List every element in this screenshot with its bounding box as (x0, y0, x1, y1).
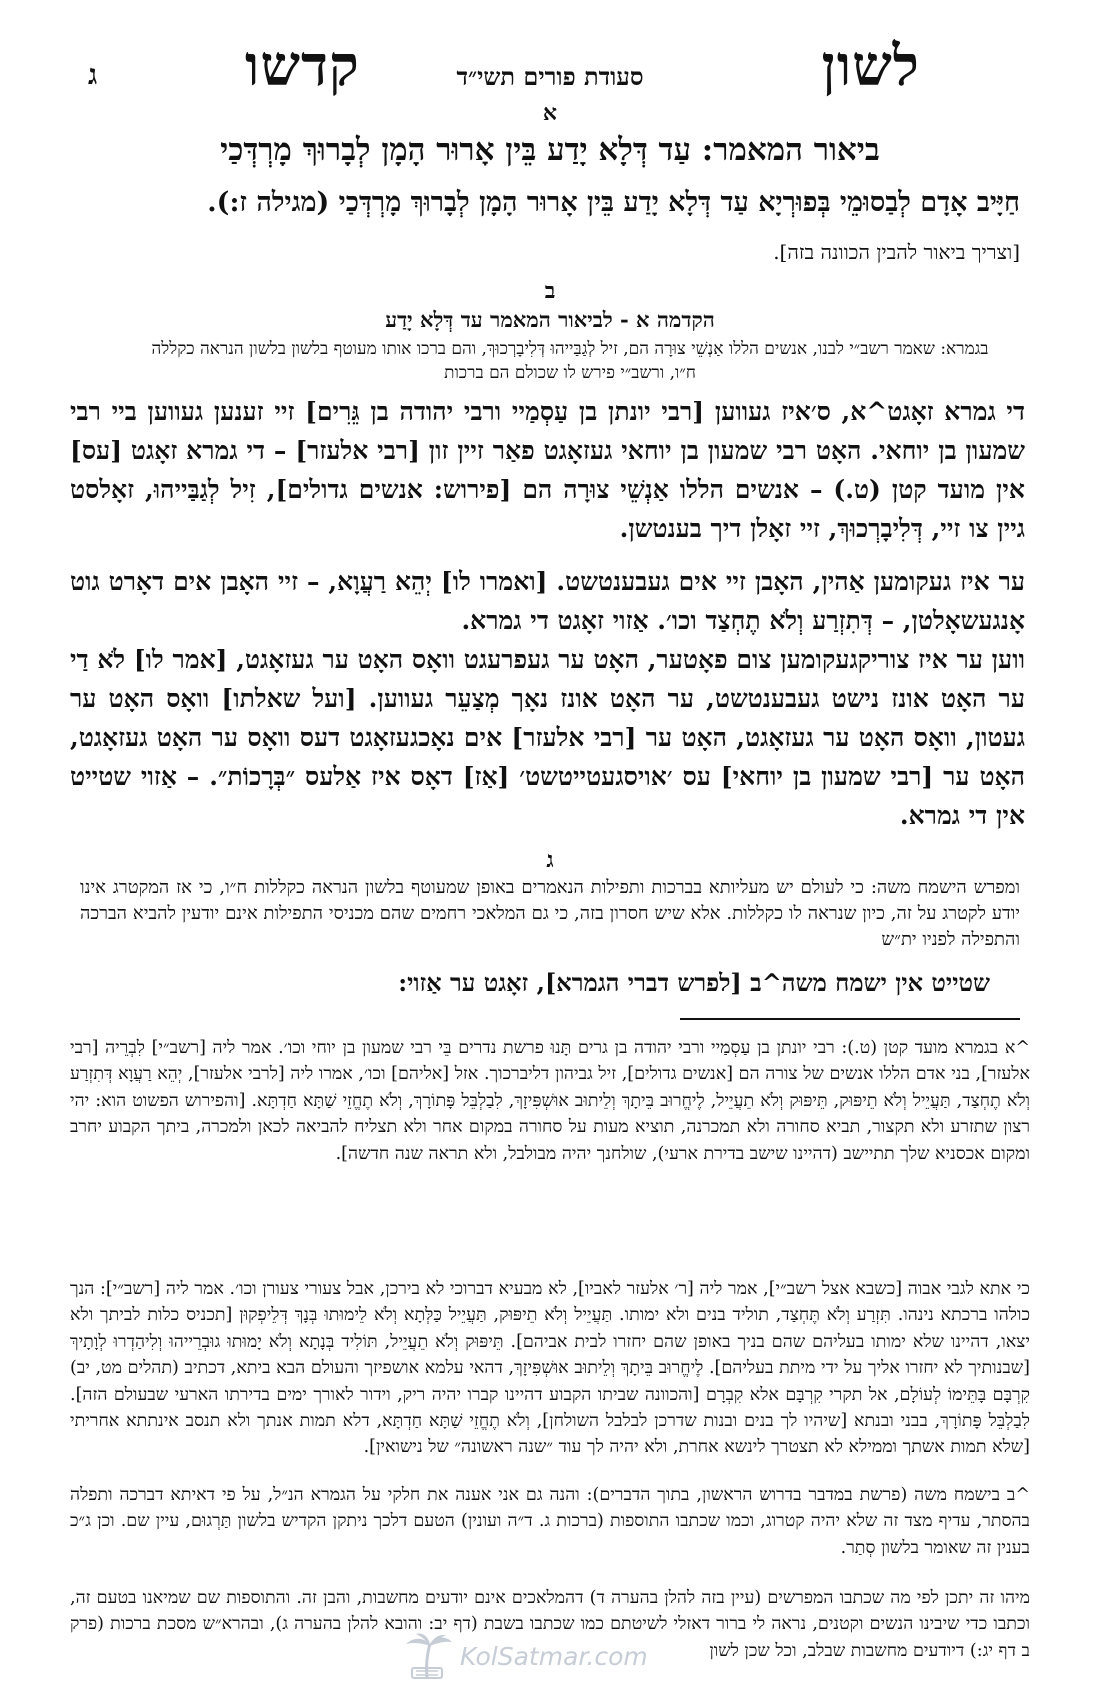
watermark (400, 1632, 720, 1682)
yismach-moshe-summary: ומפרש הישמח משה: כי לעולם יש מעליותא בברכות ותפילות הנאמרים באופן שמעוטף בלשון הנראה כקללות ח״ו, כי אז המקטרג אינו יודע לקטרג על זה, כיון שנראה לו כקללות. אלא שיש חסרון בזה, כי גם המלאכי רחמים שהם מכניסי התפילות אינם יודעין להביא הברכה והתפילה לפניו ית״ש (80, 877, 1020, 950)
intro-quote: חַיָּיב אָדָם לְבַסוּמֵי בְּפוּרְיָא עַד דְּלָא יָדַע בֵּין אָרוּר הָמָן לְבָרוּךְ מָרְדְּכַי (מגילה ז:). (207, 187, 1020, 218)
section-letter-b: ב (544, 278, 556, 304)
introduction-title: הקדמה א - לביאור המאמר עד דְּלָא יָדַע (385, 307, 715, 332)
footnote-a: ^א בגמרא מועד קטן (ט.): רבי יונתן בן עַסְמַיי ורבי יהודה בן גרים תָּנוּ פרשת נדרים בֵּי רבי שמעון בן יוחי וכו׳. אמר ליה [רשב״י] לִבְרֵיה [רבי אלעזר], בני אדם הללו אנשים של צורה הם [אנשים גדולים], זיל גביהון דליברכוך. אזל [אליהם] וכו׳, אמרו ליה [לרבי אלעזר], יְהֵא רַעֲוָא דְּתִזְרַע וְלֹא תֶחְצַד, תַּעֲיֵיל וְלֹא תֵיפּוּק, תֵּיפּוּק וְלֹא תֵעֲיֵיל, לֶיחֱרוּב בֵּיתָךְ וְלֵיתוּב אוּשְׁפִּיזָךְ, לִבַלְבֵּל פָּתוֹרָךְ, וְלֹא תֶחֱזֵי שַׁתָּא חַדְתָּא. [והפירוש הפשוט הוא: יהי רצון שתזרע ולא תקצור, תביא סחורה ולא תמכרנה, תוציא מעות על סחורה במקום אחר ולא תצליח להביאה לכאן ולמכרה, ביתך הקבוע יחרב ומקום אכסניא שלך תתיישב (דהיינו שישב בדירת ארעי), שולחנך יהיה מבולבל, ולא תראה שנה חדשה]. (70, 1038, 1030, 1164)
footnote-b: ^ב בישמח משה (פרשת במדבר בדרוש הראשון, בתוך הדברים): והנה גם אני אענה את חלקי על הגמרא הנ״ל, על פי דאיתא דברכה ותפלה בהסתר, עדיף מצד זה שלא יהיה קטרוג, וכמו שכתבו התוספות (ברכות ג. ד״ה ועונין) הטעם דלכך ניתקן הקדיש בלשון תַּרְגוּם, עיין שם. וכן ג״כ בענין זה שאומר בלשון סְתַר. (70, 1485, 1030, 1558)
article-title: ביאור המאמר: עַד דְּלָא יָדַע בֵּין אָרוּר הָמָן לְבָרוּךְ מָרְדְּכַי (220, 132, 880, 168)
intro-note: [וצריך ביאור להבין הכוונה בזה]. (773, 240, 1020, 264)
footnote-b-continued: מיהו זה יתכן לפי מה שכתבו המפרשים (עיין בזה להלן בהערה ד) דהמלאכים אינם יודעים מחשבות, והבן זה. והתוספות שם שמיאנו בטעם זה, וכתבו כדי שיבינו הנשים וקטנים, נראה לי ברור דאזלי לשיטתם כמו שכתבו בשבת (דף יב: והובא להלן בהערה ג), ובהרא״ש מסכת ברכות (פרק ב דף יג:) דיודעים מחשבות שבלב, וכל שכן לשון (70, 1588, 1030, 1661)
page-number: ג (88, 58, 98, 91)
body-paragraph: די גמרא זאָגט^א, ס׳איז געווען [רבי יונתן בן עַסְמַיי ורבי יהודה בן גֵּרִים] זיי זענען געווען ביי רבי שמעון בן יוחאי. האָט רבי שמעון בן יוחאי געזאָגט פאַר זיין זון [רבי אלעזר] – די גמרא זאָגט [עס] אין מועד קטן (ט.) – אנשים הללו אַנְשֵׁי צוּרָה הם [פירוש: אנשים גדולים], זִיל לְגַבַּייהוּ, זאָלסט גיין צו זיי, דְּלִיבָרְכוּךְ, זיי זאָלן דיך בענטשן. (70, 397, 1025, 543)
gemara-summary: בגמרא: שאמר רשב״י לבנו, אנשים הללו אַנְשֵׁי צוּרָה הם, זיל לְגַבַּייהוּ דְּלִיבָרְכוּךְ, והם ברכו אותו מעוטף בלשון בלשון הנראה כקללה ח״ו, ורשב״י פירש לו שכולם הם ברכות (151, 339, 989, 383)
running-title-left: קדשו (245, 33, 360, 99)
running-title-right: לשון (821, 33, 920, 99)
body-paragraph: ער איז געקומען אַהין, האָבן זיי אים געבענטשט. [ואמרו לו] יְהֵא רַעֲוָא, – זיי האָבן אים דאָרט גוט אָנגעשאָלטן, – דְּתִזְרַע וְלֹא תֶחְצַד וכו׳. אַזוי זאָגט די גמרא. (70, 567, 1025, 635)
watermark-text: KolSatmar.com (460, 1642, 648, 1671)
body-paragraph: ווען ער איז צוריקגעקומען צום פאָטער, האָט ער געפרעגט וואָס האָט ער געזאָגט, [אמר לו] לֹא דַי ער האָט אונז נישט געבענטשט, ער האָט אונז נאָך מְצַעֵר געווען. [ועל שאלתו] וואָס האָט ער געטון, וואָס האָט ער געזאָגט, האָט ער [רבי אלעזר] אים נאָכגעזאָגט דעס וואָס ער האָט געזאָגט, האָט ער [רבי שמעון בן יוחאי] עס ׳אויסגעטייטשט׳ [אַז] דאָס איז אַלעס ״בְּרָכוֹת״. – אַזוי שטייט אין די גמרא. (70, 645, 1025, 830)
palm-tree-icon (400, 1632, 454, 1680)
running-subtitle: סעודת פורים תשי״ד (456, 62, 644, 91)
section-letter-a: א (542, 100, 558, 126)
quote-intro-line: שטייט אין ישמח משה^ב [לפרש דברי הגמרא], זאָגט ער אַזוי: (398, 968, 990, 997)
section-letter-g: ג (546, 847, 554, 873)
footnote-a-continued: כי אתא לגבי אבוה [כשבא אצל רשב״י], אמר ליה [ר׳ אלעזר לאביו], לא מבעיא דברוכי לא בירכן, אבל צעורי צעורן וכו׳. אמר ליה [רשב״י]: הנך כולהו ברכתא נינהו. תִּזְרַע וְלֹא תֶּחְצַד, תוליד בנים ולא ימותו. תַּעֲיֵיל וְלֹא תֵיפּוּק, תַּעֲיֵיל כַּלְּתָא וְלֹא לֵימוּתוּ בְּנָךְ דְּלֵיפְקוּן [תכניס כלות לביתך ולא יצאו, דהיינו שלא ימותו בעליהם שהם בניך באופן שהם יחזרו לבית אביהם]. תֵּיפּוּק וְלֹא תֵעֲיֵיל, תּוֹלִיד בְּנָתָא וְלֹא יָמוּתוּ גוּבְרֵייהוּ וְלִיהַדְרוּ לְוָתָיךְ [שבנותיך לא יחזרו אליך על ידי מיתת בעליהם]. לֶיחֱרוּב בֵּיתָךְ וְלֵיתוּב אוּשְׁפִּיזָךְ, דהאי עלמא אושפיזך והעולם הבא ביתא, דכתיב (תהלים מט, יב) קִרְבָּם בָּתֵּימוֹ לְעוֹלָם, אל תקרי קִרְבָּם אלא קִבְרָם [והכוונה שביתו הקבוע דהיינו קברו יהיה ריק, וידור לאורך ימים בדירתו הארעי שבעולם הזה]. לִבַלְבֵּל פָּתוֹרָךְ, בבני ובנתא [שיהיו לך בנים ובנות שדרכן לבלבל השולחן], וְלֹא תֶחֱזֵי שַׁתָּא חַדְתָּא, דלא תמות אנתך ולא תנסב אינתתא אחריתי [שלא תמות אשתך וממילא לא תצטרך לינשא אחרת, ולא יהיה לך עוד ״שנה ראשונה״ של נישואין]. (70, 1279, 1030, 1458)
footnote-divider (680, 1018, 1020, 1020)
